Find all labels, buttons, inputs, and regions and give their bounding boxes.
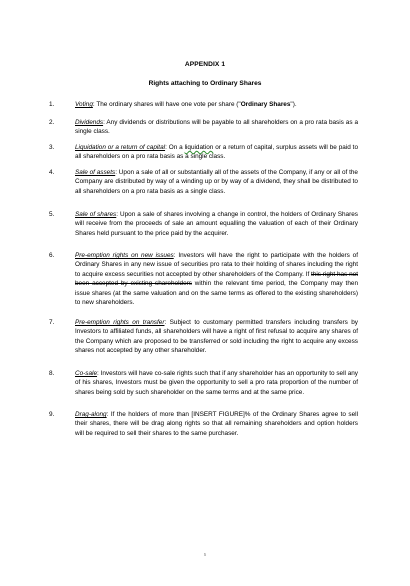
clause-text [75,100,358,109]
clause-text [75,118,358,137]
clause-number: 8. [49,370,55,377]
clause-text [75,251,358,307]
clause-heading: Pre-emption rights on transfer [75,319,165,326]
document-title: APPENDIX 1 [184,61,226,68]
clause-text [75,168,358,196]
clause-text [75,369,358,397]
clause-body: : If the holders of more than [INSERT FIGURE]% of the Ordinary Shares agree to sell their shares, there will be drag along rights so that all remaining shareholders and option holders will be required to sell their shares to the same purchaser. [75,411,358,437]
clause-body: : Subject to customary permitted transfers including transfers by Investors to affiliated funds, all shareholders will have a right of first refusal to acquire any shares of the Company which are proposed to be transferred or sold including the right to acquire any excess shares not accepted by any other shareholder. [75,319,358,355]
page-number: 5 [203,552,207,557]
clause-heading: Drag-along [75,411,107,418]
clause-body: within the relevant time period, the Company may then issue shares (at the same valuation and on the same terms as offered to the existing shareholders) to new shareholders. [75,280,358,307]
clause-heading: Sale of assets [75,169,116,176]
clause-heading: Pre-emption rights on new issues [75,252,174,259]
clause-heading: Dividends [75,119,104,126]
defined-term: Ordinary Shares [240,101,291,108]
clause-body: : The ordinary shares will have one vote per share (" [92,101,241,108]
clause-number: 3. [49,144,55,151]
tracked-deletion[interactable]: this right has not been accepted by existing shareholders [75,270,358,288]
clause-heading: Co-sale [75,370,98,377]
clause-body: or a return of capital, surplus assets will be paid to all shareholders on a pro rata basis as a single class. [75,144,358,161]
clause-number: 5. [49,211,55,218]
clause-text [75,210,358,238]
clause-body: "). [290,101,297,108]
clause-body: : Investors will have the right to participate with the holders of Ordinary Shares in any new issue of securities pro rata to their holding of shares including the right to acquire excess securities not accepted by other shareholders of the Company. If [75,252,358,278]
clause-heading: Liquidation or a return of capital [75,144,166,151]
spellcheck-marked-word[interactable]: liquidation [184,144,214,151]
clause-body: : Investors will have co-sale rights such that if any shareholder has an opportunity to sell any of his shares, Investors must be given the opportunity to sell a pro rata proportion of the number of shares being sold by such shareholder on the same terms and at the same price. [75,370,358,396]
clause-heading: Sale of shares [75,211,117,218]
clause-body: : Any dividends or distributions will be payable to all shareholders on a pro rata basis as a single class. [75,119,358,136]
clause-body: : Upon a sale of shares involving a change in control, the holders of Ordinary Shares will receive from the proceeds of sale an amount equalling the valuation of each of their Ordinary Shares held pursuant to the price paid by the acquirer. [75,211,358,237]
clause-heading: Voting [75,101,93,108]
clause-body: : On a [165,144,185,151]
clause-number: 4. [49,169,55,176]
clause-number: 1. [49,101,55,108]
clause-number: 7. [49,319,55,326]
document-subtitle: Rights attaching to Ordinary Shares [148,80,262,87]
clause-text [75,143,358,162]
clause-text [75,410,358,438]
clause-number: 2. [49,119,55,126]
clause-text [75,318,358,356]
clause-body: : Upon a sale of all or substantially all of the assets of the Company, if any or all of the Company are distributed by way of a winding up or by way of a dividend, they shall be distributed to all shareholders on a pro rata basis as a single class. [75,169,358,195]
clause-number: 9. [49,411,55,418]
clause-number: 6. [49,252,55,259]
